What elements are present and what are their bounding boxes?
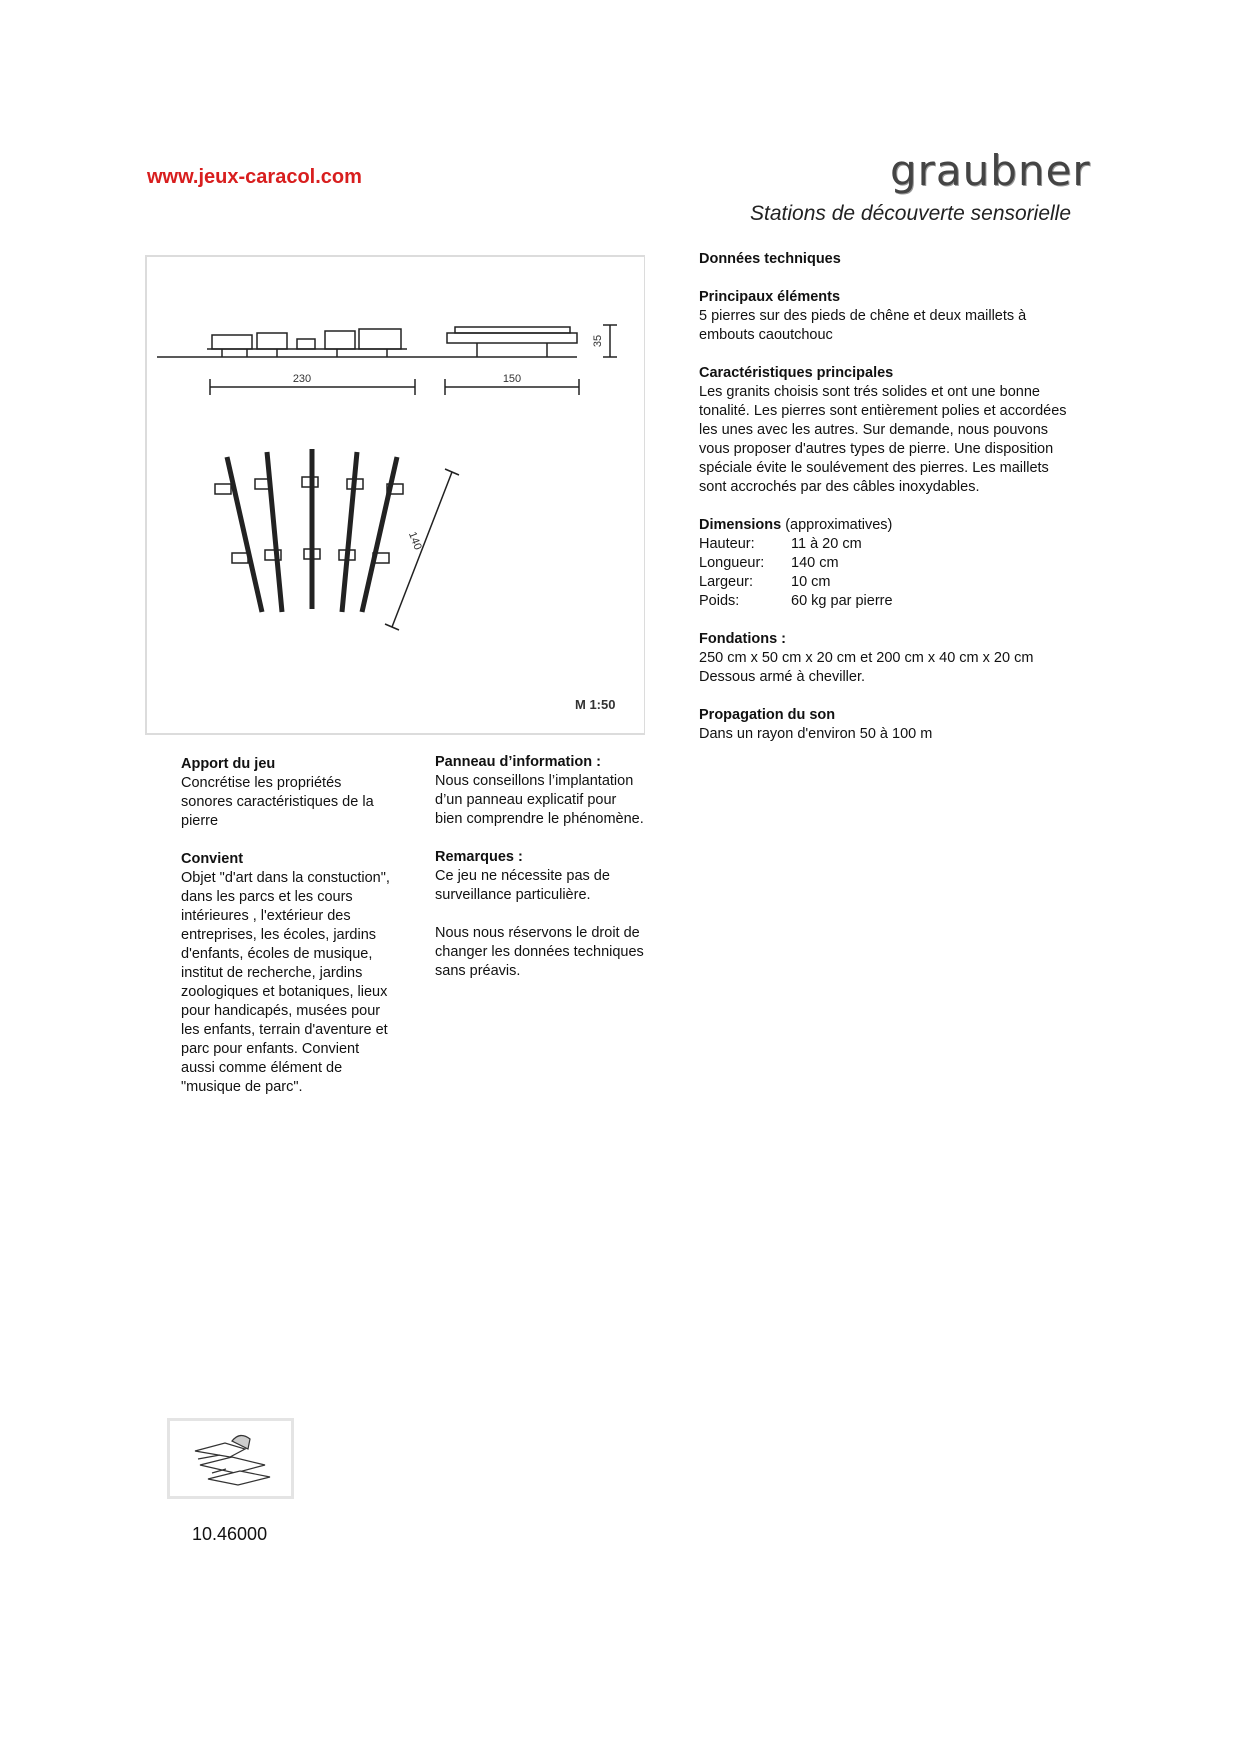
dimensions-note: (approximatives) — [785, 517, 893, 533]
dimensions-table — [699, 535, 1099, 611]
section-body: Ce jeu ne nécessite pas de surveillance particulière. — [435, 868, 610, 903]
section-heading: Panneau d’information : — [435, 754, 601, 770]
section-body: Dans un rayon d'environ 50 à 100 m — [699, 726, 933, 742]
stone-elevation — [257, 333, 287, 349]
stones-sketch-icon — [170, 1421, 291, 1496]
middle-column — [435, 753, 660, 1000]
left-column — [181, 755, 406, 1116]
brand-logo: graubner — [890, 146, 1091, 195]
product-thumbnail — [167, 1418, 294, 1499]
diagonal-dimension — [392, 472, 452, 627]
page-subtitle: Stations de découverte sensorielle — [750, 202, 1072, 225]
section-heading: Apport du jeu — [181, 756, 276, 772]
section-heading: Convient — [181, 851, 244, 867]
stone-side — [447, 333, 577, 343]
stone-elevation — [359, 329, 401, 349]
site-url[interactable]: www.jeux-caracol.com — [147, 166, 362, 188]
section-body: Objet "d'art dans la constuction", dans les parcs et les cours intérieures , l'extérieur des entreprises, les écoles, jardins d'enfants, écoles de musique, institut de recherche, jardins zoologiques et botaniques, lieux pour handicapés, musées pour les enfants, terrain d'aventure et parc pour enfants. Convient aussi comme élément de "musique de parc". — [181, 870, 390, 1095]
dimension-row: Hauteur: 11 à 20 cm — [699, 536, 862, 552]
stone-elevation — [325, 331, 355, 349]
reference-number: 10.46000 — [192, 1524, 268, 1544]
section-heading: Caractéristiques principales — [699, 365, 894, 381]
section-body: 250 cm x 50 cm x 20 cm et 200 cm x 40 cm x 20 cm Dessous armé à cheviller. — [699, 650, 1034, 685]
section-body: 5 pierres sur des pieds de chêne et deux maillets à embouts caoutchouc — [699, 308, 1027, 343]
section-heading: Fondations : — [699, 631, 786, 647]
right-column — [699, 250, 1099, 763]
section-body: Les granits choisis sont trés solides et ont une bonne tonalité. Les pierres sont entièrement polies et accordées les unes avec les autres. Sur demande, nous pouvons vous proposer d'autres types de pierre. Une disposition spéciale évite le soulévement des pierres. Les maillets sont accrochés par des câbles inoxydables. — [699, 384, 1067, 495]
dim-label: 150 — [502, 373, 522, 385]
stone-elevation — [212, 335, 252, 349]
dim-label: 140 — [405, 530, 424, 552]
dim-label: 35 — [592, 334, 604, 348]
disclaimer: Nous nous réservons le droit de changer les données techniques sans préavis. — [435, 925, 644, 979]
stone-elevation — [297, 339, 315, 349]
dimension-row: Largeur: 10 cm — [699, 574, 831, 590]
technical-drawing — [145, 255, 645, 735]
section-body: Concrétise les propriétés sonores caractéristiques de la pierre — [181, 775, 374, 829]
drawing-svg — [147, 257, 647, 737]
dimension-row: Poids: 60 kg par pierre — [699, 593, 893, 609]
section-heading: Principaux éléments — [699, 289, 841, 305]
plan-view — [215, 449, 403, 612]
dimension-row: Longueur: 140 cm — [699, 555, 839, 571]
section-heading: Propagation du son — [699, 707, 836, 723]
section-heading: Remarques : — [435, 849, 523, 865]
scale-label: M 1:50 — [575, 697, 616, 712]
dim-label: 230 — [292, 373, 312, 385]
section-title: Données techniques — [699, 251, 841, 267]
section-heading: Dimensions (approximatives) — [699, 517, 893, 533]
stone-side — [455, 327, 570, 333]
section-body: Nous conseillons l’implantation d’un panneau explicatif pour bien comprendre le phénomène. — [435, 773, 644, 827]
